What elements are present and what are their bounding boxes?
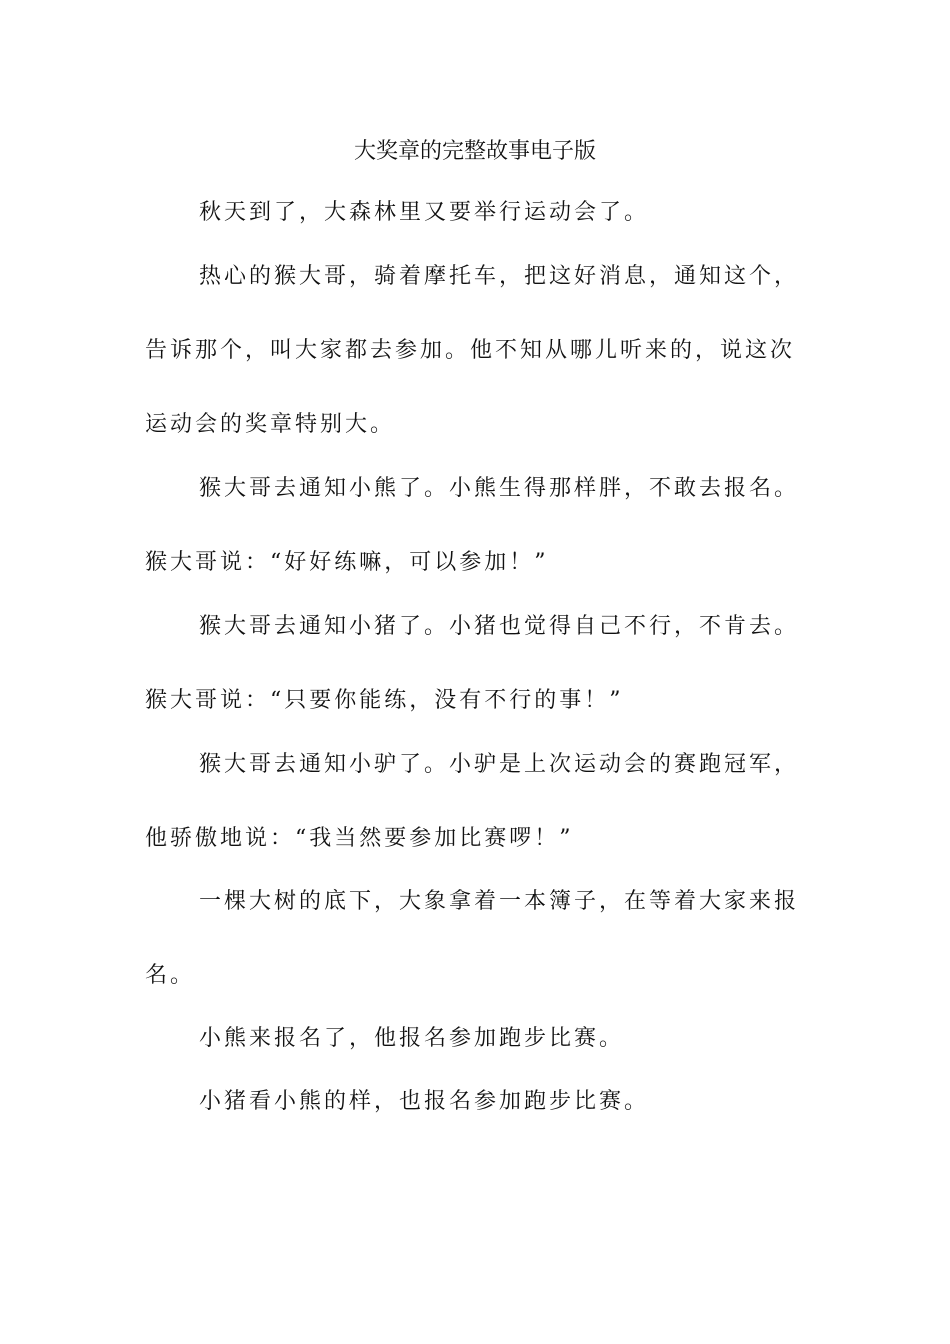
paragraph-line: 热心的猴大哥，骑着摩托车，把这好消息，通知这个， bbox=[199, 264, 800, 289]
paragraph-line: 运动会的奖章特别大。 bbox=[145, 412, 396, 437]
paragraph-line: 猴大哥去通知小熊了。小熊生得那样胖，不敢去报名。 bbox=[199, 476, 800, 501]
paragraph-line: 告诉那个，叫大家都去参加。他不知从哪儿听来的，说这次 bbox=[145, 338, 796, 363]
paragraph-line: 猴大哥去通知小驴了。小驴是上次运动会的赛跑冠军， bbox=[199, 752, 800, 777]
paragraph-line: 猴大哥说：“只要你能练，没有不行的事！” bbox=[145, 688, 624, 713]
paragraph-line: 一棵大树的底下，大象拿着一本簿子，在等着大家来报 bbox=[199, 889, 800, 914]
paragraph-line: 猴大哥说：“好好练嘛，可以参加！” bbox=[145, 550, 549, 575]
paragraph-line: 名。 bbox=[145, 963, 196, 988]
document-title: 大奖章的完整故事电子版 bbox=[353, 139, 596, 164]
paragraph-line: 猴大哥去通知小猪了。小猪也觉得自己不行，不肯去。 bbox=[199, 614, 800, 639]
paragraph-line: 秋天到了，大森林里又要举行运动会了。 bbox=[199, 200, 650, 225]
paragraph-line: 小猪看小熊的样，也报名参加跑步比赛。 bbox=[199, 1089, 650, 1114]
paragraph-line: 小熊来报名了，他报名参加跑步比赛。 bbox=[199, 1026, 625, 1051]
paragraph-line: 他骄傲地说：“我当然要参加比赛啰！” bbox=[145, 826, 574, 851]
